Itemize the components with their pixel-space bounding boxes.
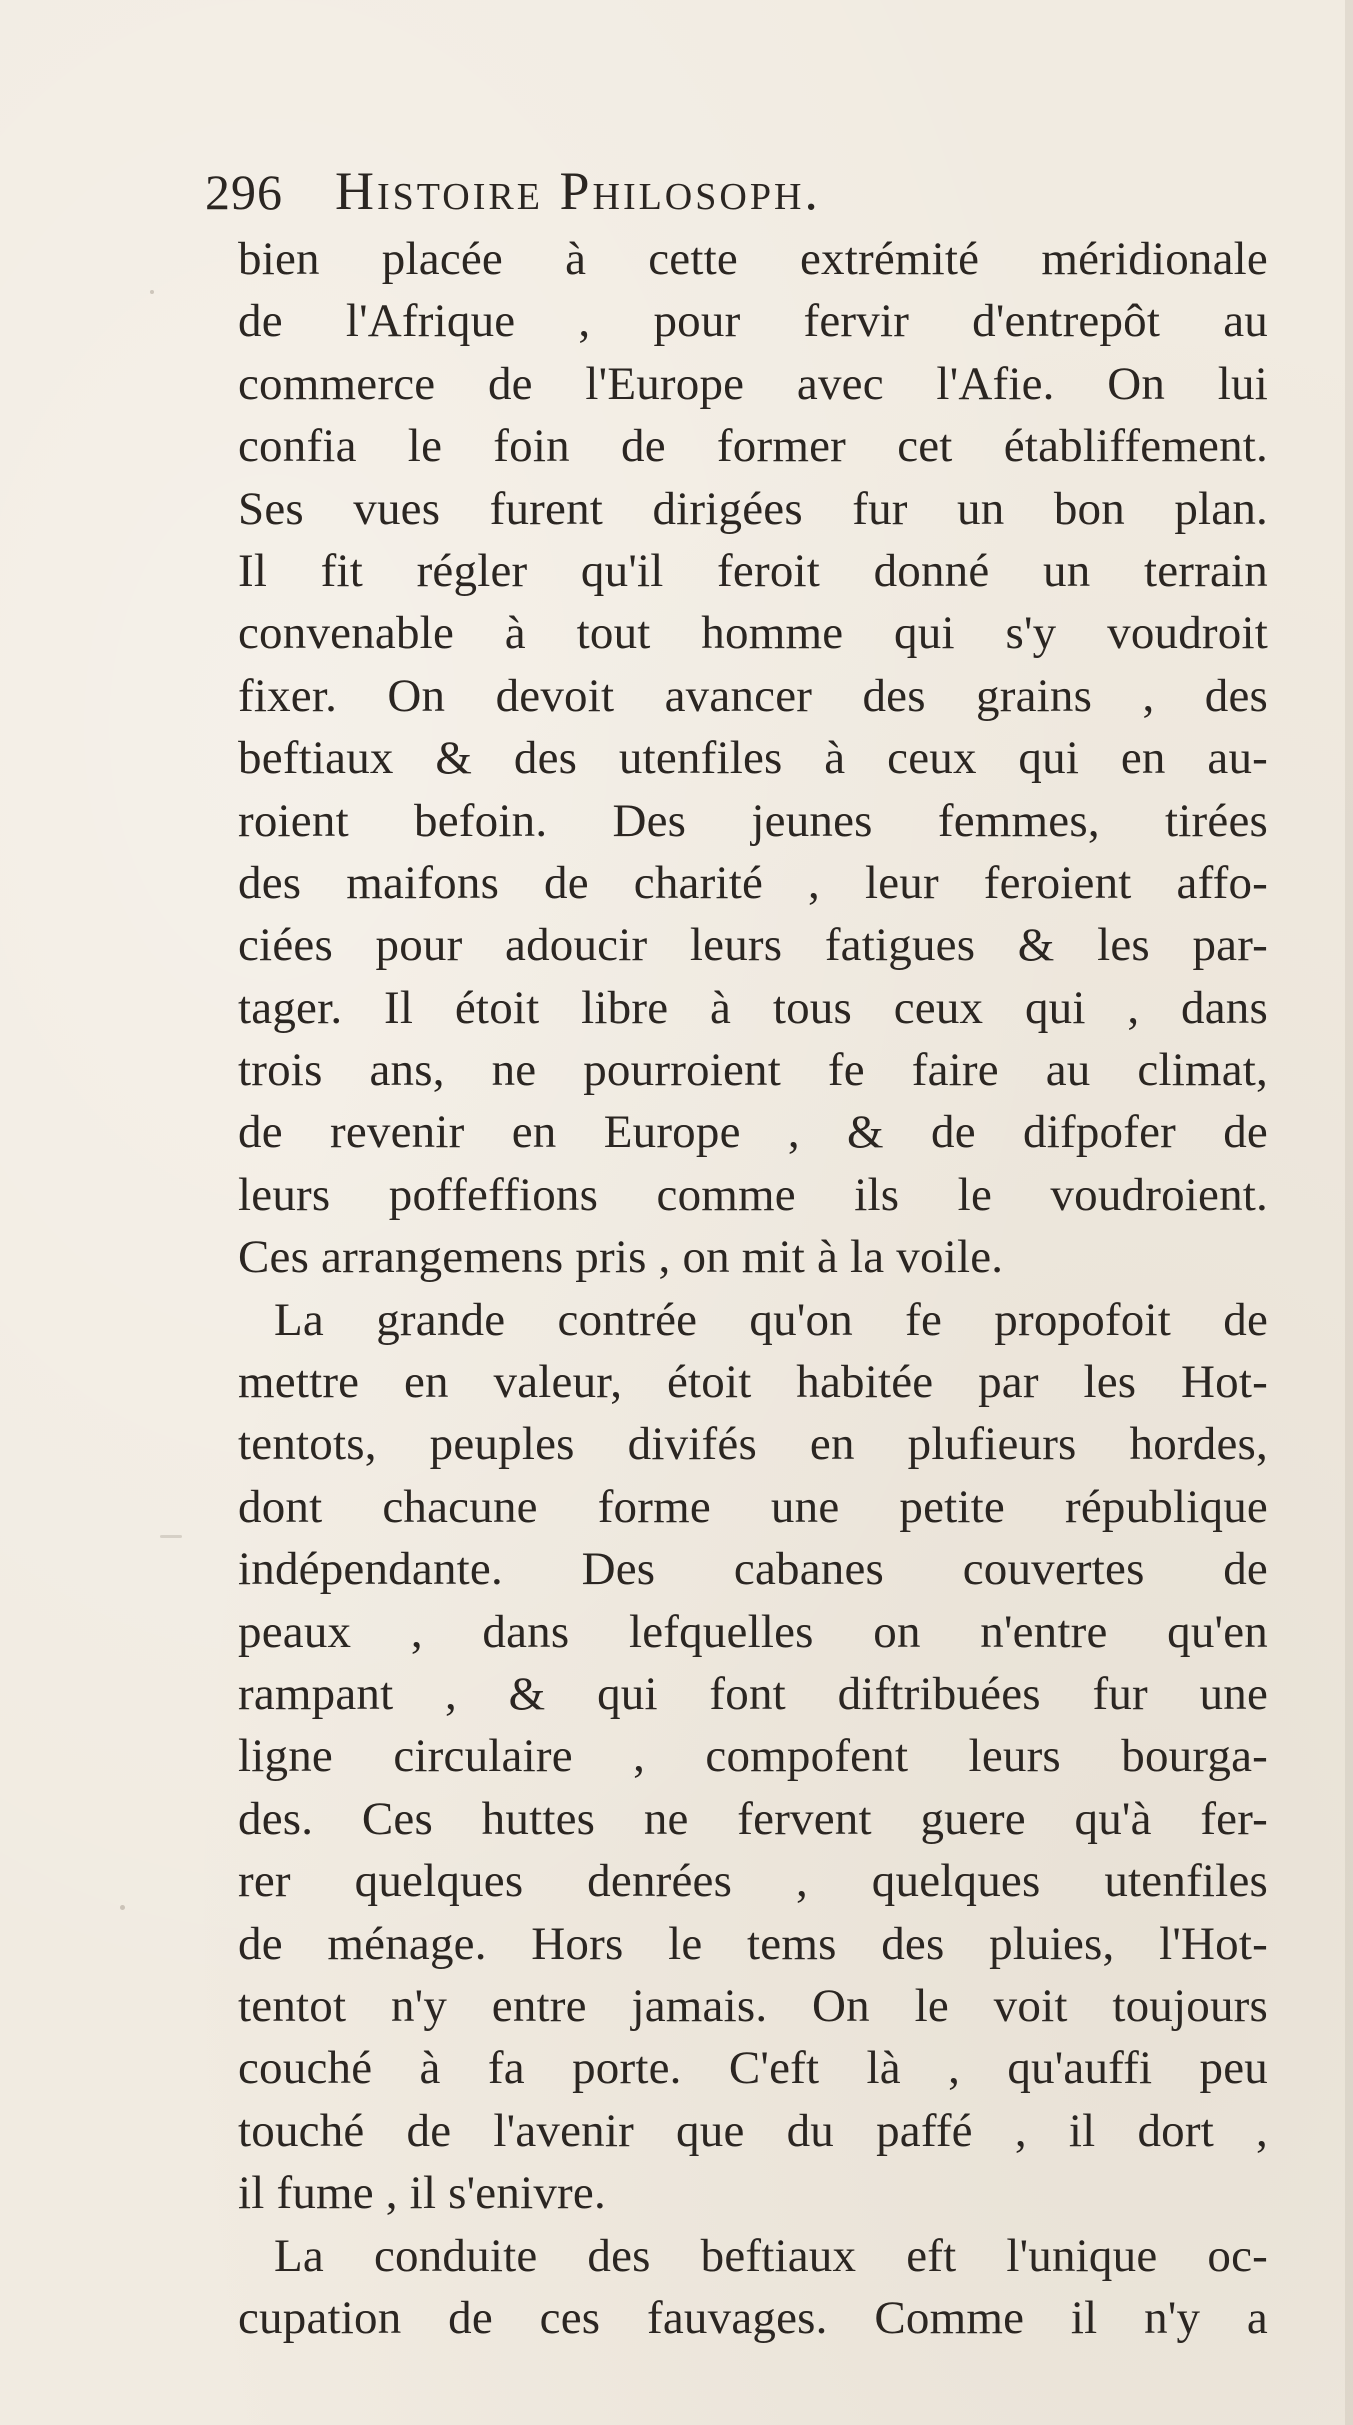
page-number: 296 — [205, 164, 283, 220]
text-line: tentot n'y entre jamais. On le voit toujours — [238, 1979, 1268, 2032]
text-line: Ces arrangemens pris , on mit à la voile. — [238, 1231, 1004, 1284]
text-line: des. Ces huttes ne fervent guere qu'à fer- — [238, 1792, 1268, 1845]
text-line: Ses vues furent dirigées fur un bon plan. — [238, 482, 1268, 535]
text-line: beftiaux & des utenfiles à ceux qui en au- — [238, 732, 1268, 785]
text-line: tentots, peuples divifés en plufieurs hordes, — [238, 1418, 1268, 1471]
text-line: fixer. On devoit avancer des grains , des — [238, 669, 1268, 722]
text-line: de l'Afrique , pour fervir d'entrepôt au — [238, 295, 1268, 348]
text-line: leurs poffeffions comme ils le voudroient. — [238, 1168, 1268, 1221]
paper-speck — [150, 290, 154, 294]
text-line: trois ans, ne pourroient fe faire au climat, — [238, 1044, 1268, 1097]
text-line: des maifons de charité , leur feroient affo- — [238, 856, 1268, 909]
text-line: tager. Il étoit libre à tous ceux qui , dans — [238, 981, 1268, 1034]
text-line: couché à fa porte. C'eft là , qu'auffi peu — [238, 2042, 1268, 2095]
text-line: roient befoin. Des jeunes femmes, tirées — [238, 794, 1268, 847]
text-line: de revenir en Europe , & de difpofer de — [238, 1106, 1268, 1159]
text-line: confia le foin de former cet établiffement. — [238, 420, 1268, 473]
text-line: rampant , & qui font diftribuées fur une — [238, 1667, 1268, 1720]
text-line: il fume , il s'enivre. — [238, 2167, 606, 2220]
text-line: touché de l'avenir que du paffé , il dort , — [238, 2104, 1268, 2157]
running-head — [205, 160, 1305, 232]
body-text — [238, 228, 1268, 2349]
text-line: ciées pour adoucir leurs fatigues & les par- — [238, 919, 1268, 972]
text-line: de ménage. Hors le tems des pluies, l'Hot- — [238, 1917, 1268, 1970]
text-line: Il fit régler qu'il feroit donné un terrain — [238, 544, 1268, 597]
text-line: dont chacune forme une petite république — [238, 1480, 1268, 1533]
paper-speck — [120, 1905, 125, 1910]
text-line: rer quelques denrées , quelques utenfiles — [238, 1855, 1268, 1908]
text-line: indépendante. Des cabanes couvertes de — [238, 1543, 1268, 1596]
text-line: cupation de ces fauvages. Comme il n'y a — [238, 2291, 1268, 2344]
text-line: mettre en valeur, étoit habitée par les Hot- — [238, 1356, 1268, 1409]
running-title: Histoire Philosoph. — [335, 161, 821, 221]
text-line: commerce de l'Europe avec l'Afie. On lui — [238, 357, 1268, 410]
text-line: La conduite des beftiaux eft l'unique oc- — [274, 2229, 1268, 2282]
paper-speck — [1345, 0, 1353, 2425]
text-line: bien placée à cette extrémité méridionale — [238, 233, 1268, 285]
text-line: La grande contrée qu'on fe propofoit de — [274, 1293, 1268, 1346]
text-line: peaux , dans lefquelles on n'entre qu'en — [238, 1605, 1268, 1658]
text-line: convenable à tout homme qui s'y voudroit — [238, 607, 1268, 660]
text-line: ligne circulaire , compofent leurs bourga- — [238, 1730, 1268, 1783]
paper-speck — [160, 1535, 182, 1538]
